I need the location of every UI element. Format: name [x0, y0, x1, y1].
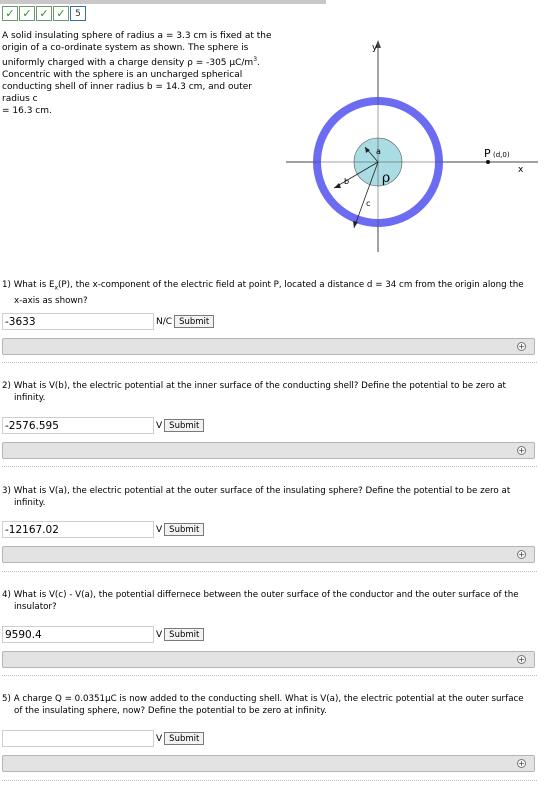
point-p-coords: (d,0) — [493, 151, 510, 159]
answer-input[interactable]: 9590.4 — [2, 626, 154, 643]
label-a: a — [376, 147, 381, 156]
divider — [2, 675, 537, 676]
intro-line: A solid insulating sphere of radius a = 3.3 cm is fixed at the — [2, 31, 272, 41]
unit-label: V — [156, 629, 163, 640]
checkmark-icon: ✓ — [53, 6, 69, 21]
question-number: 1) — [2, 280, 11, 290]
question-text-line2: insulator? — [14, 602, 57, 612]
question-4 — [2, 589, 537, 613]
question-number: 4) — [2, 590, 11, 600]
intro-line: = 16.3 cm. — [2, 106, 52, 116]
sphere-diagram — [286, 38, 538, 252]
intro-line — [2, 54, 274, 69]
hint-bar[interactable] — [2, 755, 535, 772]
y-axis-label: y — [372, 43, 378, 53]
question-2 — [2, 380, 537, 404]
answer-input[interactable]: -2576.595 — [2, 417, 154, 434]
hint-bar[interactable] — [2, 651, 535, 668]
question-text-part: What is V(a), the electric potential at the outer surface of the insulating sphere? Define the potential to be zero at — [13, 486, 511, 496]
submit-button[interactable]: Submit — [164, 732, 204, 745]
question-text-line2: of the insulating sphere, now? Define the potential to be zero at infinity. — [14, 706, 327, 716]
question-text — [2, 589, 537, 613]
question-number: 2) — [2, 381, 11, 391]
question-count-badge: 5 — [70, 6, 86, 21]
checkmark-icon: ✓ — [2, 6, 18, 21]
expand-plus-icon[interactable]: + — [518, 342, 525, 351]
intro-text: uniformly charged with a charge density ρ = -305 μC/m — [2, 58, 254, 68]
label-rho: ρ — [382, 170, 391, 186]
question-text — [2, 380, 537, 404]
checkmark-icon: ✓ — [19, 6, 35, 21]
expand-plus-icon[interactable]: + — [518, 550, 525, 559]
label-c: c — [366, 199, 371, 208]
checkmark-icon: ✓ — [36, 6, 52, 21]
divider — [2, 780, 537, 781]
answer-input[interactable]: -3633 — [2, 313, 154, 330]
intro-text: . — [257, 58, 260, 68]
answer-row-3 — [2, 521, 204, 538]
answer-row-1 — [2, 313, 214, 330]
hint-bar[interactable] — [2, 546, 535, 563]
intro-line: conducting shell of inner radius b = 14.3 cm, and outer radius c — [2, 82, 252, 104]
answer-input[interactable]: -12167.02 — [2, 521, 154, 538]
answer-row-5 — [2, 730, 204, 747]
unit-label: V — [156, 420, 163, 431]
exponent: 3 — [253, 56, 258, 63]
question-3 — [2, 485, 537, 509]
question-text — [2, 485, 537, 509]
question-number: 3) — [2, 486, 11, 496]
divider — [2, 362, 537, 363]
subscript: x — [54, 284, 59, 292]
question-5 — [2, 693, 537, 717]
expand-plus-icon[interactable]: + — [518, 759, 525, 768]
status-indicators — [2, 6, 86, 21]
submit-button[interactable]: Submit — [174, 315, 214, 328]
question-text — [2, 693, 537, 717]
unit-label: V — [156, 733, 163, 744]
divider — [2, 466, 537, 467]
question-text-part: What is V(c) - V(a), the potential differnece between the outer surface of the conductor and the outer surface of the — [13, 590, 519, 600]
hint-bar[interactable] — [2, 442, 535, 459]
point-p-label: P — [484, 147, 491, 160]
question-text-line2: x-axis as shown? — [14, 295, 88, 306]
question-number: 5) — [2, 694, 11, 704]
x-axis-label: x — [518, 165, 524, 175]
question-text — [2, 279, 537, 307]
unit-label: V — [156, 524, 163, 535]
question-text-part: What is V(b), the electric potential at the inner surface of the conducting shell? Define the potential to be zero at — [13, 381, 506, 391]
answer-row-4 — [2, 626, 204, 643]
question-text-part: A charge Q = 0.0351μC is now added to the conducting shell. What is V(a), the electric potential at the outer surface — [13, 694, 524, 704]
submit-button[interactable]: Submit — [164, 628, 204, 641]
expand-plus-icon[interactable]: + — [518, 655, 525, 664]
label-b: b — [344, 177, 350, 186]
intro-line: origin of a co-ordinate system as shown. The sphere is — [2, 43, 249, 53]
divider — [2, 571, 537, 572]
question-text-part: What is E — [13, 280, 55, 290]
point-p-marker — [486, 160, 490, 164]
top-scroll-bar — [0, 0, 326, 4]
question-1 — [2, 279, 537, 307]
submit-button[interactable]: Submit — [164, 523, 204, 536]
intro-line: Concentric with the sphere is an uncharged spherical — [2, 70, 243, 80]
expand-plus-icon[interactable]: + — [518, 446, 525, 455]
question-text-line2: infinity. — [14, 393, 46, 403]
unit-label: N/C — [156, 316, 173, 327]
answer-row-2 — [2, 417, 204, 434]
hint-bar[interactable] — [2, 338, 535, 355]
submit-button[interactable]: Submit — [164, 419, 204, 432]
answer-input[interactable] — [2, 730, 154, 747]
arrowhead-icon — [353, 221, 358, 228]
question-text-part: (P), the x-component of the electric field at point P, located a distance d = 34 cm from the origin along the — [58, 280, 524, 290]
question-text-line2: infinity. — [14, 498, 46, 508]
problem-statement — [2, 30, 274, 117]
